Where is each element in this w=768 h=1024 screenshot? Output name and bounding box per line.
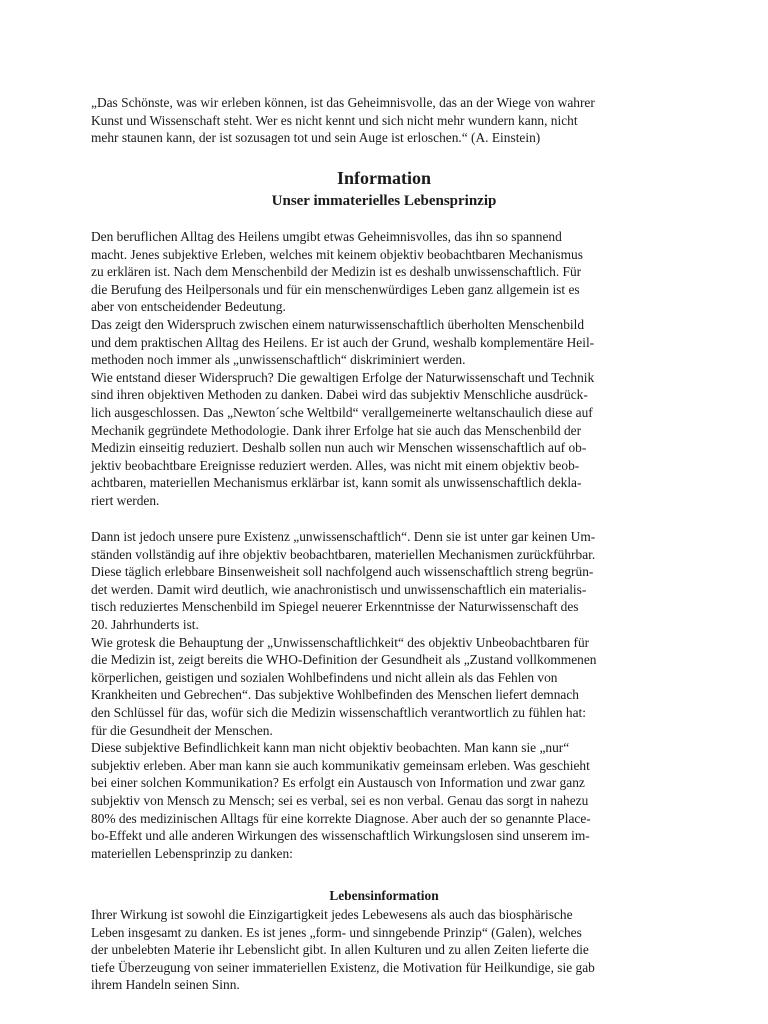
text-line: bo-Effekt und alle anderen Wirkungen des wissenschaftlich Wirkungslosen sind unserem im- — [91, 828, 590, 844]
text-line: materiellen Lebensprinzip zu danken: — [91, 845, 293, 861]
section-1-body — [91, 228, 677, 510]
text-line: Krankheiten und Gebrechen“. Das subjektive Wohlbefinden des Menschen liefert demnach — [91, 687, 580, 703]
text-line: Ihrer Wirkung ist sowohl die Einzigartigkeit jedes Lebewesens als auch das biosphärische — [91, 907, 573, 922]
text-line: tiefe Überzeugung von seiner immateriellen Existenz, die Motivation für Heilkundige, sie gab — [91, 959, 595, 975]
text-line: Diese täglich erlebbare Binsenweisheit soll nachfolgend auch wissenschaftlich streng begrün- — [91, 564, 594, 580]
section-heading: Lebensinformation — [329, 888, 439, 903]
text-line: ihrem Handeln seinen Sinn. — [91, 977, 240, 993]
text-line: macht. Jenes subjektive Erleben, welches mit keinem objektiv beobachtbaren Mechanismus — [91, 246, 583, 262]
text-line: ständen vollständig auf ihre objektiv beobachtbaren, materiellen Mechanismen zurückführbar. — [91, 546, 596, 562]
text-line: jektiv beobachtbare Ereignisse reduziert werden. Alles, was nicht mit einem objektiv beob- — [91, 457, 580, 473]
text-line: 20. Jahrhunderts ist. — [91, 616, 199, 632]
text-line: Diese subjektive Befindlichkeit kann man nicht objektiv beobachten. Man kann sie „nur“ — [91, 740, 570, 756]
text-line: Wie grotesk die Behauptung der „Unwissenschaftlichkeit“ des objektiv Unbeobachtbaren für — [91, 634, 590, 650]
text-line: Dann ist jedoch unsere pure Existenz „unwissenschaftlich“. Denn sie ist unter gar keinen Um- — [91, 529, 596, 544]
quote-line: mehr staunen kann, der ist sozusagen tot und sein Auge ist erloschen.“ (A. Einstein) — [91, 130, 541, 146]
quote-line: „Das Schönste, was wir erleben können, ist das Geheimnisvolle, das an der Wiege von wahrer — [91, 95, 595, 110]
text-line: bei einer solchen Kommunikation? Es erfolgt ein Austausch von Information und zwar ganz — [91, 775, 585, 791]
text-line: aber von entscheidender Bedeutung. — [91, 299, 286, 315]
page-title: Information — [337, 168, 431, 188]
text-line: det werden. Damit wird deutlich, wie anachronistisch und unwissenschaftlich ein materialis- — [91, 581, 587, 597]
einstein-quote — [91, 94, 677, 147]
text-line: riert werden. — [91, 492, 160, 508]
text-line: methoden noch immer als „unwissenschaftlich“ diskriminiert werden. — [91, 352, 466, 368]
text-line: Den beruflichen Alltag des Heilens umgibt etwas Geheimnisvolles, das ihn so spannend — [91, 229, 562, 244]
text-line: subjektiv von Mensch zu Mensch; sei es verbal, sei es non verbal. Genau das sorgt in nahezu — [91, 792, 589, 808]
text-line: Das zeigt den Widerspruch zwischen einem naturwissenschaftlich überholten Menschenbild — [91, 316, 585, 332]
section-2-body — [91, 528, 677, 862]
text-line: sind ihren objektiven Methoden zu danken. Dabei wird das subjektiv Menschliche ausdrück- — [91, 387, 588, 403]
text-line: für die Gesundheit der Menschen. — [91, 722, 273, 738]
text-line: tisch reduziertes Menschenbild im Spiegel neuerer Erkenntnisse der Naturwissenschaft des — [91, 599, 579, 615]
text-line: Medizin einseitig reduziert. Deshalb sollen nun auch wir Menschen wissenschaftlich auf ob- — [91, 440, 587, 456]
text-line: Wie entstand dieser Widerspruch? Die gewaltigen Erfolge der Naturwissenschaft und Technik — [91, 369, 595, 385]
text-line: und dem praktischen Alltag des Heilens. Er ist auch der Grund, weshalb komplementäre Heil- — [91, 334, 595, 350]
text-line: zu erklären ist. Nach dem Menschenbild der Medizin ist es deshalb unwissenschaftlich. Für — [91, 264, 582, 280]
text-line: der unbelebten Materie ihr Lebenslicht gibt. In allen Kulturen und zu allen Zeiten lieferte die — [91, 942, 589, 958]
text-line: die Berufung des Heilpersonals und für ein menschenwürdiges Leben ganz allgemein ist es — [91, 281, 580, 297]
page-subtitle: Unser immaterielles Lebensprinzip — [271, 193, 497, 209]
text-line: körperlichen, geistigen und sozialen Wohlbefindens und nicht allein als das Fehlen von — [91, 669, 558, 685]
text-line: Mechanik gegründete Methodologie. Dank ihrer Erfolge hat sie auch das Menschenbild der — [91, 422, 582, 438]
text-line: lich ausgeschlossen. Das „Newton´sche Weltbild“ verallgemeinerte weltanschaulich diese auf — [91, 404, 593, 420]
text-line: subjektiv erleben. Aber man kann sie auch kommunikativ gemeinsam erleben. Was geschieht — [91, 757, 590, 773]
text-line: 80% des medizinischen Alltags für eine korrekte Diagnose. Aber auch der so genannte Place- — [91, 810, 591, 826]
quote-line: Kunst und Wissenschaft steht. Wer es nicht kennt und sich nicht mehr wundern kann, nicht — [91, 112, 578, 128]
section-3-body — [91, 906, 677, 994]
text-line: Leben insgesamt zu danken. Es ist jenes „form- und sinngebende Prinzip“ (Galen), welches — [91, 924, 582, 940]
text-line: achtbaren, materiellen Mechanismus erklärbar ist, kann somit als unwissenschaftlich dekla- — [91, 475, 582, 491]
text-line: den Schlüssel für das, wofür sich die Medizin wissenschaftlich verantwortlich zu fühlen hat: — [91, 704, 586, 720]
text-line: die Medizin ist, zeigt bereits die WHO-Definition der Gesundheit als „Zustand vollkommenen — [91, 652, 597, 668]
